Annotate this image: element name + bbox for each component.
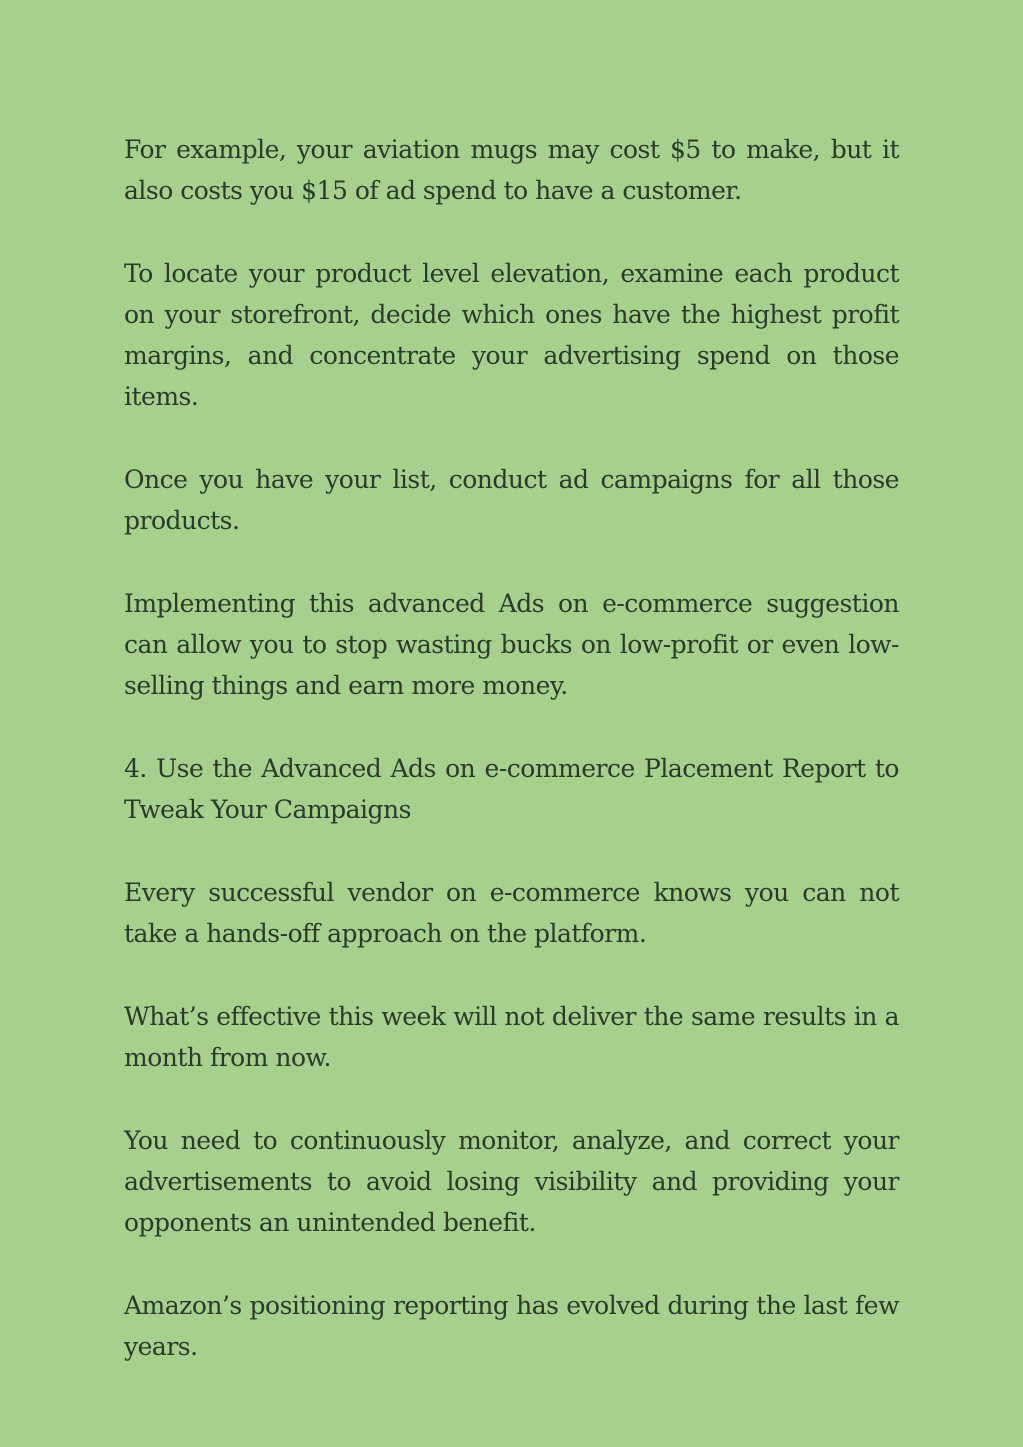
paragraph-effective-this-week: What’s effective this week will not deliver the same results in a month from now. [124,1002,899,1072]
paragraph-monitor-analyze-correct: You need to continuously monitor, analyze, and correct your advertisements to avoid losing visibility and providing your opponents an unintended benefit. [124,1126,899,1237]
paragraph-conduct-ad-campaigns: Once you have your list, conduct ad campaigns for all those products. [124,465,899,535]
paragraph-product-level-elevation: To locate your product level elevation, examine each product on your storefront, decide which ones have the highest profit margins, and concentrate your advertising spend on those items. [124,259,899,411]
section-heading-placement-report: 4. Use the Advanced Ads on e-commerce Placement Report to Tweak Your Campaigns [124,754,899,824]
paragraph-aviation-mugs-example: For example, your aviation mugs may cost $5 to make, but it also costs you $15 of ad spend to have a customer. [124,135,899,205]
paragraph-successful-vendor: Every successful vendor on e-commerce knows you can not take a hands-off approach on the platform. [124,878,899,948]
document-body [124,129,899,1367]
paragraph-implementing-suggestion: Implementing this advanced Ads on e-commerce suggestion can allow you to stop wasting bucks on low-profit or even low-selling things and earn more money. [124,589,899,700]
paragraph-positioning-reporting: Amazon’s positioning reporting has evolved during the last few years. [124,1291,899,1361]
